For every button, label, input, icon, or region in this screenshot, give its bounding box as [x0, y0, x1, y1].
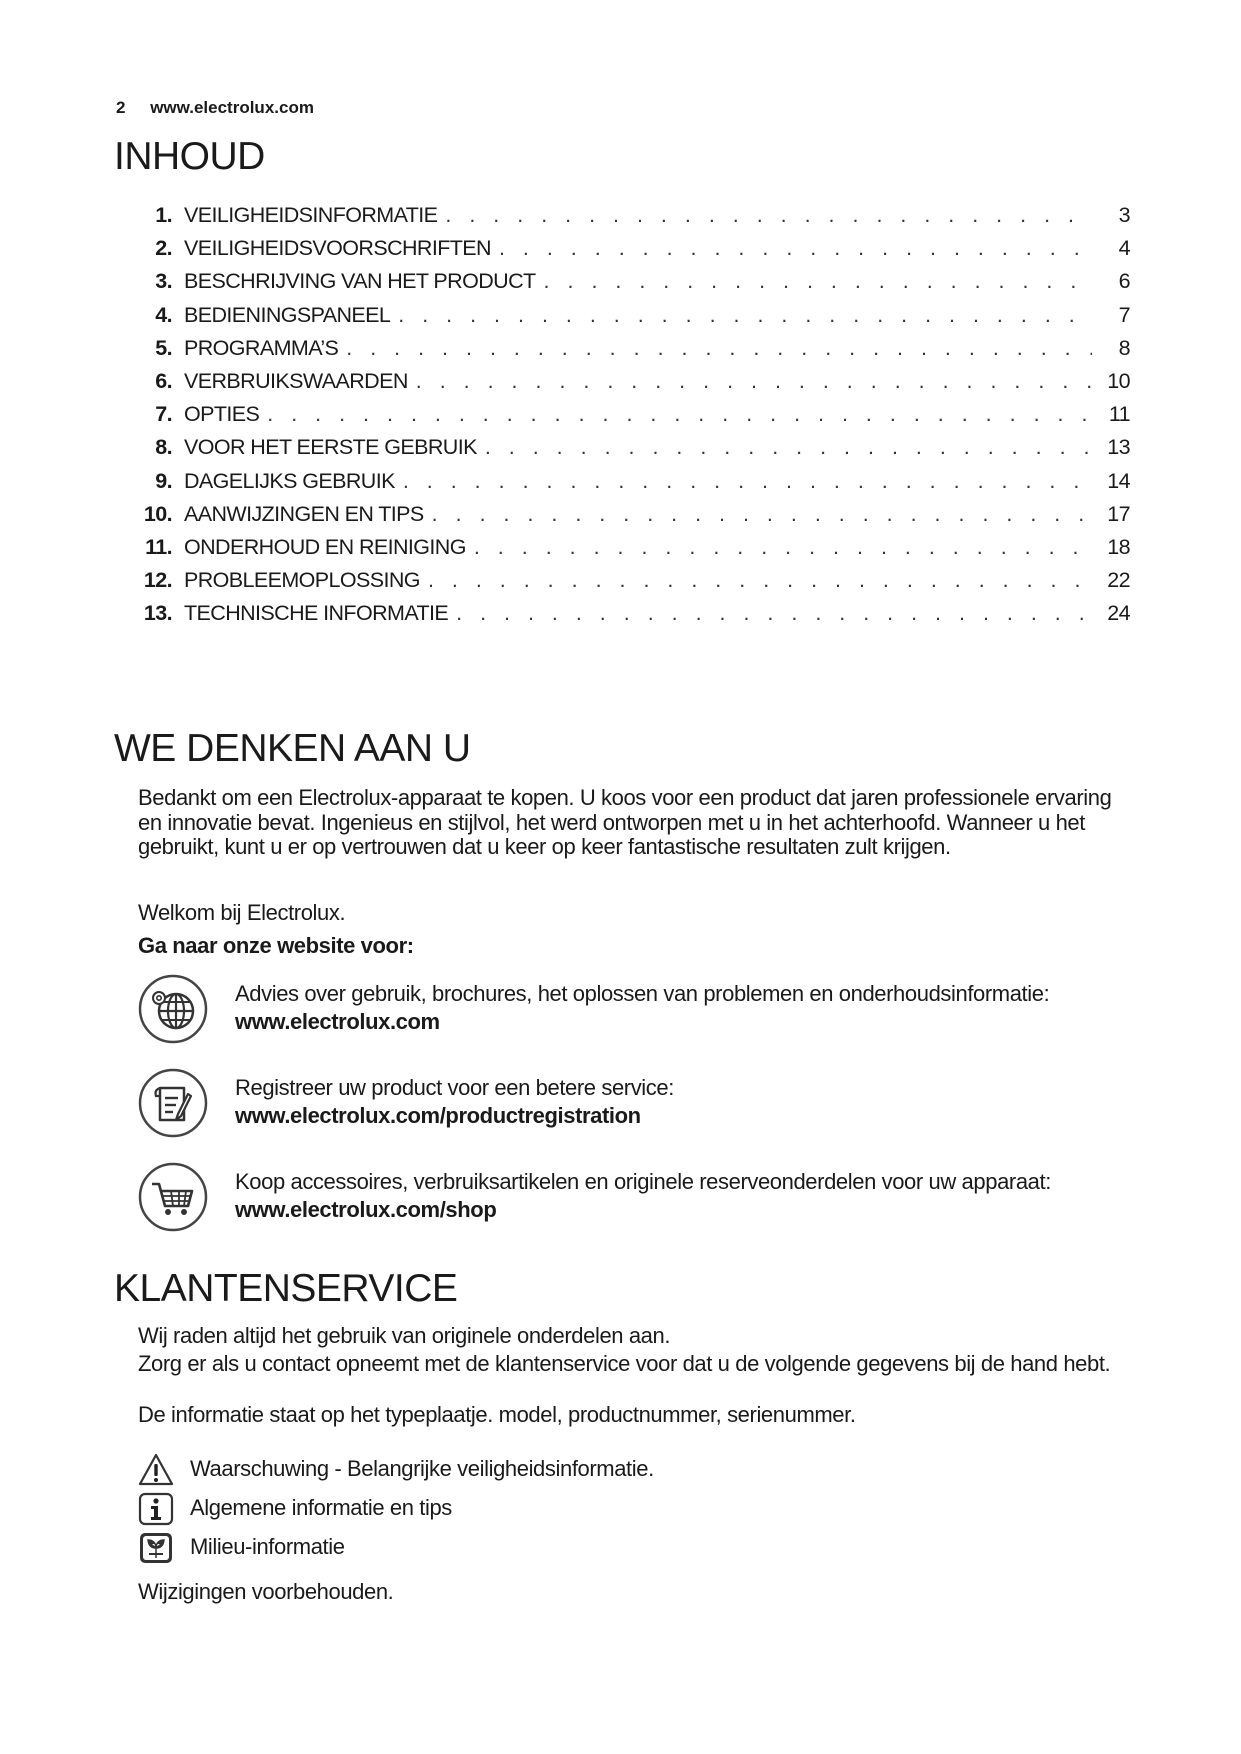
toc-item-page: 4	[1118, 236, 1130, 261]
toc-leader-dots	[485, 435, 1092, 460]
service-line-2: Zorg er als u contact opneemt met de klantenservice voor dat u de volgende gegevens bij de hand hebt.	[138, 1351, 1111, 1376]
toc-item-page: 10	[1107, 368, 1130, 393]
toc-item-number: 9.	[155, 468, 172, 493]
environment-icon	[138, 1530, 174, 1566]
toc-item[interactable]	[130, 535, 1130, 568]
toc-leader-dots	[428, 568, 1092, 593]
toc-item-number: 12.	[143, 568, 172, 593]
toc-item-title: AANWIJZINGEN EN TIPS	[184, 501, 424, 526]
toc-item-title: VOOR HET EERSTE GEBRUIK	[184, 435, 477, 460]
toc-item-title: OPTIES	[184, 402, 260, 427]
toc-item-page: 8	[1118, 335, 1130, 360]
shopping-cart-icon	[138, 1162, 208, 1232]
toc-item-number: 1.	[155, 203, 172, 227]
toc-item[interactable]	[130, 402, 1130, 435]
website-link-description: Koop accessoires, verbruiksartikelen en originele reserveonderdelen voor uw apparaat:	[235, 1169, 1051, 1194]
toc-item-number: 7.	[155, 402, 172, 427]
service-heading: KLANTENSERVICE	[114, 1267, 458, 1310]
intro-welcome: Welkom bij Electrolux.	[138, 900, 346, 925]
header-site-link[interactable]: www.electrolux.com	[150, 98, 314, 117]
website-link-description: Registreer uw product voor een betere service:	[235, 1075, 674, 1100]
toc-item-title: ONDERHOUD EN REINIGING	[184, 534, 466, 559]
toc-item-page: 13	[1107, 435, 1130, 460]
legend-text: Waarschuwing - Belangrijke veiligheidsinformatie.	[190, 1456, 654, 1481]
toc-item[interactable]	[130, 469, 1130, 502]
service-line-1: Wij raden altijd het gebruik van originele onderdelen aan.	[138, 1323, 671, 1348]
page-header	[116, 98, 314, 118]
toc-leader-dots	[445, 203, 1092, 228]
toc-leader-dots	[474, 535, 1092, 560]
toc-leader-dots	[267, 402, 1092, 427]
toc-item-title: DAGELIJKS GEBRUIK	[184, 468, 395, 493]
website-link-text	[235, 980, 1135, 1036]
toc-item-page: 7	[1118, 302, 1130, 327]
toc-item-title: VERBRUIKSWAARDEN	[184, 368, 408, 393]
service-line-3: De informatie staat op het typeplaatje. model, productnummer, serienummer.	[138, 1402, 856, 1427]
website-lead: Ga naar onze website voor:	[138, 933, 414, 958]
intro-heading: WE DENKEN AAN U	[114, 727, 471, 770]
toc-item-page: 24	[1107, 601, 1130, 626]
toc-leader-dots	[432, 502, 1092, 527]
globe-icon	[138, 974, 208, 1044]
info-icon	[138, 1491, 174, 1527]
page-number: 2	[116, 98, 126, 117]
footer-note: Wijzigingen voorbehouden.	[138, 1579, 394, 1604]
website-link-url[interactable]: www.electrolux.com/productregistration	[235, 1103, 641, 1128]
toc-item-title: PROBLEEMOPLOSSING	[184, 568, 420, 593]
toc-item[interactable]	[130, 303, 1130, 336]
table-of-contents	[130, 203, 1130, 634]
website-link-url[interactable]: www.electrolux.com/shop	[235, 1197, 497, 1222]
toc-item-title: VEILIGHEIDSVOORSCHRIFTEN	[184, 236, 491, 261]
website-link-description: Advies over gebruik, brochures, het oplossen van problemen en onderhoudsinformatie:	[235, 981, 1050, 1006]
website-link-text	[235, 1074, 1135, 1130]
toc-item[interactable]	[130, 435, 1130, 468]
toc-leader-dots	[398, 303, 1092, 328]
warning-icon	[138, 1452, 174, 1488]
toc-item[interactable]	[130, 502, 1130, 535]
toc-item-title: PROGRAMMA’S	[184, 335, 339, 360]
toc-item-number: 10.	[143, 501, 172, 526]
toc-item-page: 11	[1108, 402, 1130, 427]
toc-item-number: 11.	[145, 534, 172, 559]
toc-item-number: 4.	[155, 302, 172, 327]
toc-item-page: 18	[1107, 534, 1130, 559]
toc-item[interactable]	[130, 601, 1130, 634]
toc-heading: INHOUD	[114, 135, 265, 178]
website-link-text	[235, 1168, 1135, 1224]
toc-item[interactable]	[130, 203, 1130, 236]
toc-item[interactable]	[130, 269, 1130, 302]
toc-item-number: 6.	[155, 368, 172, 393]
intro-paragraph: Bedankt om een Electrolux-apparaat te kopen. U koos voor een product dat jaren professionele ervaring en innovatie bevat. Ingenieus en stijlvol, het werd ontworpen met u in het achterhoofd. Wanneer u het gebruikt, kunt u er op vertrouwen dat u keer op keer fantastische resultaten zult krijgen.	[138, 785, 1112, 859]
toc-item-number: 8.	[155, 435, 172, 460]
legend-text: Milieu-informatie	[190, 1534, 345, 1559]
toc-item-number: 5.	[155, 335, 172, 360]
toc-item-number: 2.	[155, 236, 172, 261]
toc-leader-dots	[403, 469, 1092, 494]
toc-leader-dots	[544, 269, 1092, 294]
toc-item[interactable]	[130, 336, 1130, 369]
toc-item-number: 3.	[155, 269, 172, 294]
toc-item[interactable]	[130, 568, 1130, 601]
toc-item[interactable]	[130, 369, 1130, 402]
toc-item-title: VEILIGHEIDSINFORMATIE	[184, 203, 438, 227]
toc-item-page: 22	[1107, 568, 1130, 593]
toc-item-title: TECHNISCHE INFORMATIE	[184, 601, 449, 626]
toc-leader-dots	[416, 369, 1092, 394]
toc-item-page: 6	[1118, 269, 1130, 294]
toc-leader-dots	[499, 236, 1092, 261]
toc-item-title: BESCHRIJVING VAN HET PRODUCT	[184, 269, 536, 294]
toc-leader-dots	[346, 336, 1092, 361]
toc-item-number: 13.	[143, 601, 172, 626]
legend-text: Algemene informatie en tips	[190, 1495, 452, 1520]
toc-item-page: 17	[1107, 501, 1130, 526]
website-link-url[interactable]: www.electrolux.com	[235, 1009, 440, 1034]
registration-icon	[138, 1068, 208, 1138]
toc-item[interactable]	[130, 236, 1130, 269]
toc-item-page: 14	[1107, 468, 1130, 493]
toc-item-page: 3	[1118, 203, 1130, 227]
toc-item-title: BEDIENINGSPANEEL	[184, 302, 391, 327]
toc-leader-dots	[456, 601, 1092, 626]
